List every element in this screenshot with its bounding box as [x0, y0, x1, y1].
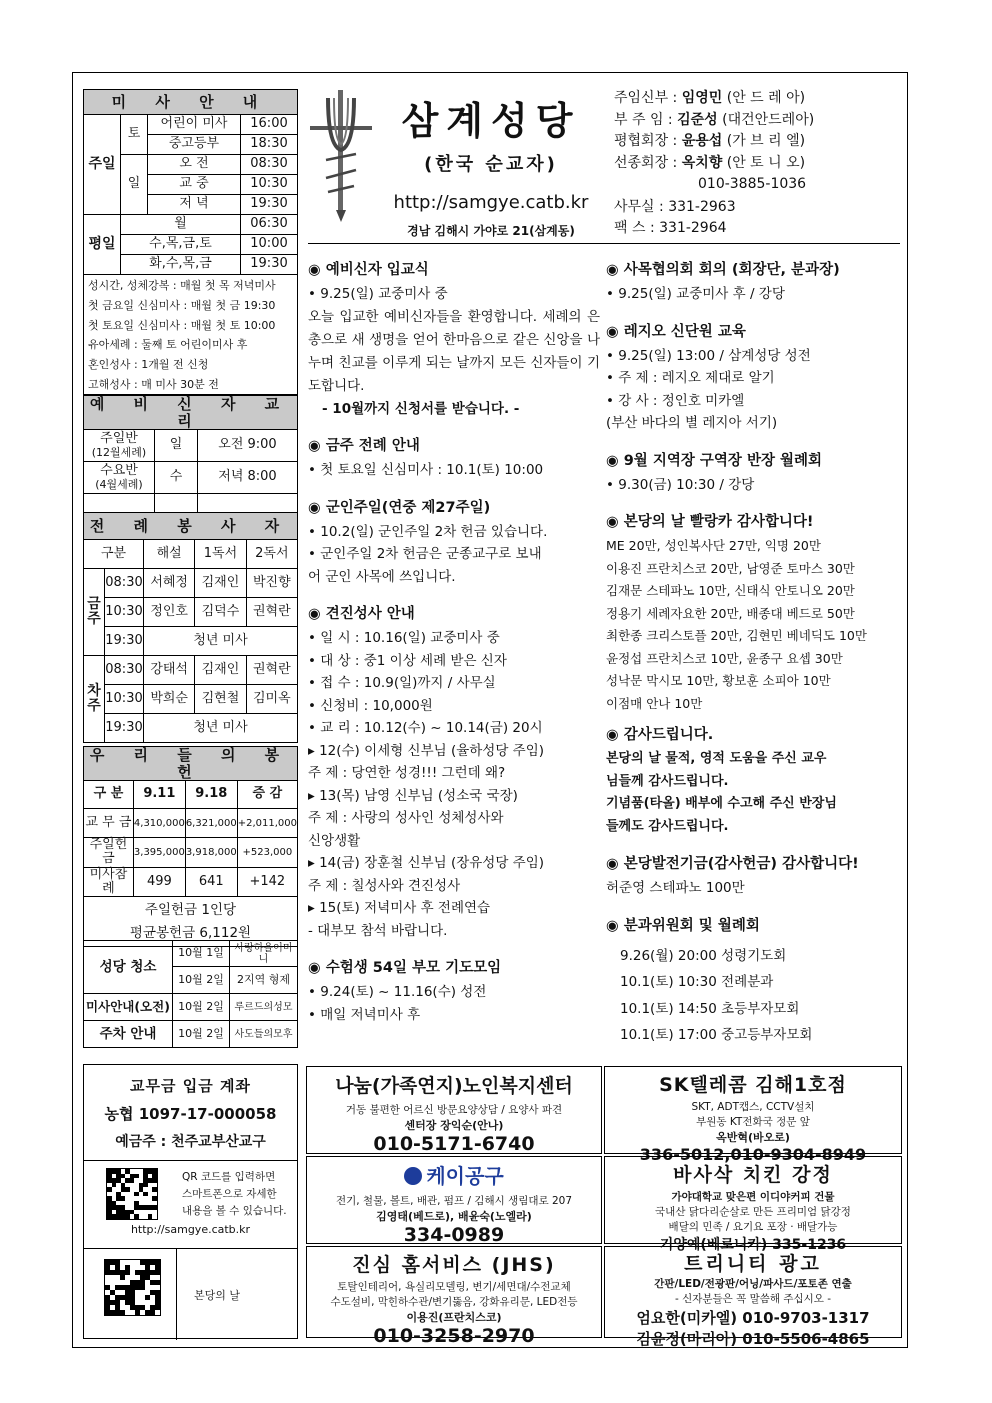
- sunday-day-label: 일: [121, 155, 148, 215]
- qr-code-icon[interactable]: [104, 1259, 161, 1316]
- server-name: 정인호: [144, 598, 195, 627]
- article-line: 윤정섭 프란치스코 10만, 윤종구 요셉 30만: [606, 650, 843, 666]
- staff-name: 윤용섭: [681, 133, 723, 149]
- ad-line: 이용진(프란치스코): [406, 1311, 502, 1324]
- ad-line: 가야대학교 맞은편 이디야커피 건물: [671, 1191, 835, 1203]
- class-label: 수요반: [100, 463, 138, 479]
- account-holder: 예금주 : 천주교부산교구: [115, 1134, 266, 1150]
- mass-name: 수,목,금,토: [121, 235, 241, 255]
- staff-extra: (가 브 리 엘): [726, 133, 806, 149]
- server-time: 19:30: [105, 627, 144, 656]
- parish-name: 삼계성당: [401, 99, 581, 143]
- article-line: 이점매 안나 10만: [606, 695, 703, 711]
- server-name: 김현철: [195, 685, 246, 714]
- qr-module: [140, 1285, 145, 1290]
- staff-list: [614, 88, 904, 240]
- ad-title: SK텔레콤 김해1호점: [659, 1074, 847, 1096]
- ad-line: 토탈인테리어, 욕실리모델링, 변기/세면대/수전교체: [337, 1281, 571, 1293]
- mass-note: 첫 토요일 신심미사 : 매월 첫 토 10:00: [88, 318, 276, 332]
- ad-title: 진심 홈서비스 (JHS): [352, 1254, 556, 1276]
- staff-role: 부 주 임 :: [614, 111, 673, 128]
- article-line: • 교 리 : 10.12(수) ~ 10.14(금) 20시: [308, 720, 543, 736]
- qr-module: [145, 1295, 150, 1300]
- qr-module: [143, 1192, 148, 1197]
- article-title: ◉ 군인주일(연중 제27주일): [308, 499, 491, 516]
- article-title-text: 감사드립니다.: [623, 727, 714, 743]
- article-line: 10.1(토) 14:50 초등부자모회: [620, 1000, 800, 1017]
- qr-module: [121, 1196, 126, 1201]
- article-line: • 군인주일 2차 헌금은 군종교구로 보내: [308, 546, 542, 562]
- mass-name: 화,수,목,금: [121, 255, 241, 275]
- servers-header: 전 례 봉 사 자: [84, 513, 298, 540]
- article-line: • 9.25(일) 13:00 / 삼계성당 성전: [606, 347, 811, 364]
- article-line: 님들께 감사드립니다.: [606, 773, 729, 789]
- qr-module: [125, 1270, 130, 1275]
- server-note: 청년 미사: [144, 627, 298, 656]
- article-line: • 대 상 : 중1 이상 세례 받은 신자: [308, 652, 507, 669]
- article-line: ▸ 13(목) 남영 신부님 (성소국 국장): [308, 787, 518, 804]
- qr-module: [134, 1174, 139, 1179]
- mass-note: 유아세례 : 둘째 토 어린이미사 후: [88, 338, 248, 352]
- qr-text: QR 코드를 입력하면 스마트폰으로 자세한 내용을 볼 수 있습니다.: [182, 1171, 287, 1217]
- offering-cell: 주일헌금: [84, 838, 134, 868]
- class-label: 주일반: [100, 431, 138, 447]
- offering-cell: 6,321,000: [185, 809, 237, 838]
- ad-line: 김영태(베드로), 배윤숙(노엘라): [376, 1210, 532, 1223]
- server-name: 김재인: [195, 656, 246, 685]
- ad-line: 국내산 닭다리순살로 만든 프리미엄 닭강정: [655, 1206, 851, 1218]
- article-title: ◉ 예비신자 입교식: [308, 262, 429, 278]
- servers-col: 1독서: [195, 540, 246, 569]
- ad-nursing-center: [306, 1066, 602, 1154]
- offering-cell: 641: [185, 867, 237, 897]
- article-title-text: 견진성사 안내: [325, 606, 415, 622]
- staff-name: 옥치향: [681, 154, 723, 171]
- qr-module: [125, 1214, 130, 1219]
- duty-date: 10월 2일: [173, 967, 230, 994]
- article-line: • 강 사 : 정인호 미카엘: [606, 392, 745, 409]
- mass-name: 월: [121, 215, 241, 235]
- mass-time: 10:00: [241, 235, 298, 255]
- duty-label: 성당 청소: [84, 941, 173, 994]
- server-name: 박진향: [246, 569, 297, 598]
- ad-jhs: [306, 1246, 602, 1347]
- duty-who: 사랑하올어머니: [230, 941, 298, 967]
- duty-date: 10월 2일: [173, 1021, 230, 1048]
- duty-label: 주차 안내: [84, 1021, 173, 1048]
- ad-title: [307, 1160, 601, 1189]
- mass-time: 18:30: [241, 135, 298, 155]
- server-note: 청년 미사: [144, 714, 298, 743]
- article-line: - 10월까지 신청서를 받습니다. -: [322, 400, 520, 417]
- article-line: 주 제 : 칠성사와 견진성사: [308, 877, 461, 894]
- ad-phone: 010-3258-2970: [373, 1325, 535, 1347]
- ad-line: 수도설비, 막힌하수관/변기뚫음, 강화유리문, LED전등: [330, 1296, 578, 1308]
- left-articles: [308, 258, 600, 1026]
- ad-title: 트리니티 광고: [684, 1253, 822, 1275]
- offering-cell: +142: [237, 867, 297, 897]
- ad-line: 센터장 장익순(안나): [404, 1119, 504, 1132]
- qr-module: [120, 1275, 125, 1280]
- article-line: 본당의 날 물적, 영적 도움을 주신 교우: [606, 751, 827, 766]
- qr-url: http://samgye.catb.kr: [130, 1223, 251, 1236]
- mass-notes: [83, 274, 298, 395]
- article-title: ◉ 9월 지역장 구역장 반장 월례회: [606, 452, 823, 469]
- k-tools-logo-icon: [404, 1167, 422, 1185]
- qr-module: [152, 1187, 157, 1192]
- week-label: 차주: [84, 656, 105, 743]
- server-name: 권혁란: [246, 598, 297, 627]
- qr-module: [152, 1196, 157, 1201]
- duty-label: 미사안내(오전): [84, 994, 173, 1021]
- ad-phone: 336-5012,010-9304-8949: [639, 1145, 867, 1164]
- article-line: 주 제 : 당연한 성경!!! 그런데 왜?: [308, 765, 506, 781]
- article-line: 허준영 스테파노 100만: [606, 880, 745, 896]
- offering-cell: 499: [133, 867, 185, 897]
- staff-extra: (안 드 레 아): [726, 90, 806, 106]
- qr-module: [155, 1270, 160, 1275]
- servers-table: [83, 512, 298, 743]
- week-label: 금주: [84, 569, 105, 656]
- catechumen-table: [83, 395, 298, 522]
- article-title-text: 9월 지역장 구역장 반장 월례회: [623, 452, 823, 469]
- offering-cell: 미사참례: [84, 867, 134, 897]
- qr-module: [107, 1187, 112, 1192]
- article-line: 김재문 스테파노 10만, 신태식 안토니오 20만: [606, 583, 855, 598]
- offering-col: 구 분: [84, 781, 134, 809]
- article-line: (부산 바다의 별 레지아 서기): [606, 415, 778, 431]
- qr-module: [134, 1214, 139, 1219]
- qr-module: [152, 1178, 157, 1183]
- staff-name: 임영민: [681, 90, 723, 106]
- ad-line: 전기, 철물, 볼트, 배관, 펌프 / 김해시 생림대로 207: [335, 1195, 573, 1207]
- catechumen-header: 예 비 신 자 교 리: [84, 396, 298, 430]
- mass-time: 06:30: [241, 215, 298, 235]
- duties-table: [83, 940, 298, 1048]
- class-day: 일: [155, 430, 198, 462]
- ad-phone: 김윤정(마리아) 010-5506-4865: [636, 1330, 870, 1348]
- article-line: 주 제 : 사랑의 성사인 성체성사와: [308, 810, 504, 826]
- qr-module: [112, 1183, 117, 1188]
- mass-time: 08:30: [241, 155, 298, 175]
- offering-cell: 교 무 금: [84, 809, 134, 838]
- ad-line: SKT, ADT캡스, CCTV설치: [691, 1101, 815, 1113]
- offering-cell: 4,310,000: [133, 809, 185, 838]
- article-title-text: 예비신자 입교식: [325, 262, 429, 278]
- parish-address: 경남 김해시 가야로 21(삼계동): [407, 224, 575, 238]
- article-line: • 일 시 : 10.16(일) 교중미사 중: [308, 630, 500, 646]
- article-line: 들께도 감사드립니다.: [606, 818, 729, 834]
- duty-who: 루르드의성모: [230, 994, 298, 1021]
- duty-date: 10월 1일: [173, 941, 230, 967]
- mass-name: 중고등부: [148, 135, 241, 155]
- server-name: 서혜정: [144, 569, 195, 598]
- qr-module: [152, 1205, 157, 1210]
- article-title-text: 금주 전례 안내: [325, 438, 420, 454]
- staff-phone: 010-3885-1036: [698, 176, 807, 192]
- mass-header: 미 사 안 내: [84, 90, 298, 115]
- offering-cell: +523,000: [237, 838, 297, 868]
- class-day: 수: [155, 462, 198, 494]
- ad-title-text: 케이공구: [426, 1164, 504, 1188]
- server-name: 박희순: [144, 685, 195, 714]
- parish-subtitle: (한국 순교자): [424, 154, 558, 175]
- class-time: 오전 9:00: [198, 430, 298, 462]
- ad-phone: 334-0989: [403, 1224, 505, 1246]
- qr-module: [125, 1187, 130, 1192]
- article-line: 성낙문 막시모 10만, 황보훈 소피아 10만: [606, 673, 831, 688]
- qr-module: [120, 1310, 125, 1315]
- article-title: ◉ 본당의 날 빨랑카 감사합니다!: [606, 514, 814, 530]
- mass-time: 19:30: [241, 195, 298, 215]
- ad-k-tools: [306, 1156, 602, 1244]
- article-line: • 첫 토요일 신심미사 : 10.1(토) 10:00: [308, 462, 544, 478]
- article-title-text: 본당발전기금(감사헌금) 감사합니다!: [623, 856, 859, 872]
- saturday-label: 토: [121, 115, 148, 155]
- server-time: 08:30: [105, 656, 144, 685]
- mass-name: 저 녁: [148, 195, 241, 215]
- article-line: 이용진 프란치스코 20만, 남영준 토마스 30만: [606, 560, 855, 576]
- mass-name: 교 중: [148, 175, 241, 195]
- ad-title: 나눔(가족연지)노인복지센터: [335, 1075, 573, 1097]
- article-title-text: 수험생 54일 부모 기도모임: [325, 960, 502, 976]
- qr-module: [135, 1310, 140, 1315]
- mass-time: 10:30: [241, 175, 298, 195]
- article-title: ◉ 감사드립니다.: [606, 727, 714, 743]
- fax-label: 팩 스 :: [614, 220, 655, 236]
- ad-line: 부원동 KT전화국 정문 앞: [696, 1116, 810, 1128]
- server-name: 김덕수: [195, 598, 246, 627]
- qr-code-icon[interactable]: [106, 1168, 158, 1220]
- qr-module: [155, 1305, 160, 1310]
- ad-line: 배달의 민족 / 요기요 포장 · 배달가능: [668, 1221, 838, 1233]
- article-line: ▸ 12(수) 이세형 신부님 (율하성당 주임): [308, 742, 545, 759]
- article-line: ▸ 14(금) 장훈철 신부님 (장유성당 주임): [308, 855, 545, 871]
- ad-phone: 010-5171-6740: [373, 1133, 535, 1155]
- article-title-text: 사목협의회 회의 (회장단, 분과장): [623, 262, 840, 278]
- article-line: ▸ 15(토) 저녁미사 후 전례연습: [308, 900, 491, 916]
- article-line: 신앙생활: [308, 832, 361, 849]
- server-name: 김미옥: [246, 685, 297, 714]
- article-line: 어 군인 사목에 쓰입니다.: [308, 568, 456, 585]
- article-line: • 10.2(일) 군인주일 2차 헌금 있습니다.: [308, 523, 548, 540]
- mass-schedule-table: [83, 89, 298, 275]
- article-title: ◉ 금주 전례 안내: [308, 438, 420, 454]
- server-name: 강태석: [144, 656, 195, 685]
- staff-role: 선종회장 :: [614, 154, 678, 171]
- class-sub: (4월세례): [95, 477, 143, 491]
- article-title: ◉ 사목협의회 회의 (회장단, 분과장): [606, 262, 840, 278]
- account-qr-box: [83, 1064, 298, 1339]
- staff-extra: (대건안드레아): [722, 111, 815, 128]
- ad-trinity: [604, 1246, 902, 1348]
- office-label: 사무실 :: [614, 198, 664, 215]
- article-title: ◉ 본당발전기금(감사헌금) 감사합니다!: [606, 856, 859, 872]
- cross-logo-icon: [308, 88, 374, 228]
- qr-module: [130, 1178, 135, 1183]
- qr-module: [143, 1183, 148, 1188]
- ad-chicken: [604, 1156, 902, 1253]
- qr-module: [150, 1310, 155, 1315]
- mass-note: 성시간, 성체강복 : 매월 첫 목 저녁미사: [88, 279, 276, 292]
- server-name: 김재인: [195, 569, 246, 598]
- duty-date: 10월 2일: [173, 994, 230, 1021]
- article-line: • 9.30(금) 10:30 / 강당: [606, 476, 755, 493]
- servers-col: 해설: [144, 540, 195, 569]
- ad-phone: 기양예(베로니카) 335-1236: [659, 1237, 847, 1253]
- ad-line: - 신자분들은 꼭 말씀해 주십시오 -: [674, 1293, 832, 1305]
- ad-title: 바사삭 치킨 강정: [673, 1164, 833, 1186]
- mass-note: 고해성사 : 매 미사 30분 전: [88, 377, 219, 391]
- offering-header: 우 리 들 의 봉 헌: [84, 747, 298, 781]
- duty-who: 사도들의모후: [230, 1021, 298, 1048]
- ad-phone: 엄요한(미카엘) 010-9703-1317: [636, 1309, 870, 1327]
- ad-line: 간판/LED/전광판/어닝/파사드/포토존 연출: [654, 1278, 852, 1290]
- article-line: - 대부모 참석 바랍니다.: [308, 922, 448, 939]
- staff-role: 주임신부 :: [614, 90, 678, 106]
- right-articles: [606, 258, 904, 1049]
- mass-note: 첫 금요일 신심미사 : 매월 첫 금 19:30: [88, 298, 276, 312]
- parish-url[interactable]: http://samgye.catb.kr: [393, 192, 589, 213]
- server-name: 권혁란: [246, 656, 297, 685]
- mass-note: 혼인성사 : 1개월 전 신청: [88, 358, 209, 372]
- article-line: 9.26(월) 20:00 성령기도회: [620, 947, 787, 964]
- article-line: 최한종 크리스토플 20만, 김현민 베네딕도 10만: [606, 628, 867, 643]
- account-title: 교무금 입금 계좌: [130, 1077, 251, 1095]
- qr-module: [148, 1214, 153, 1219]
- article-line: • 9.25(일) 교중미사 후 / 강당: [606, 286, 785, 302]
- article-para: 오늘 입교한 예비신자들을 환영합니다. 세례의 은총으로 새 생명을 얻어 한마음으로 같은 신앙을 나누며 친교를 이루게 되는 날까지 모든 신자들이 기도합니다.: [308, 308, 600, 394]
- article-line: 기념품(타올) 배부에 수고해 주신 반장님: [606, 796, 837, 811]
- qr-label: 본당의 날: [194, 1289, 241, 1302]
- ad-line: 거동 불편한 어르신 방문요양상담 / 요양사 파견: [345, 1104, 563, 1116]
- article-line: • 접 수 : 10.9(일)까지 / 사무실: [308, 675, 496, 691]
- offering-cell: 3,395,000: [133, 838, 185, 868]
- article-line: ME 20만, 성인복사단 27만, 익명 20만: [606, 538, 821, 553]
- article-title-text: 레지오 신단원 교육: [623, 323, 746, 340]
- offering-col: 9.18: [185, 781, 237, 809]
- article-title: ◉ 견진성사 안내: [308, 606, 415, 622]
- qr-module: [134, 1192, 139, 1197]
- offering-cell: +2,011,000: [237, 809, 297, 838]
- article-line: • 신청비 : 10,000원: [308, 697, 433, 714]
- article-title-text: 분과위원회 및 월례회: [623, 917, 760, 934]
- server-time: 10:30: [105, 685, 144, 714]
- server-time: 10:30: [105, 598, 144, 627]
- mass-time: 16:00: [241, 115, 298, 135]
- offering-avg: 평균봉헌금 6,112원: [129, 924, 252, 941]
- mass-name: 어린이 미사: [148, 115, 241, 135]
- article-line: 10.1(토) 10:30 전례분과: [620, 974, 774, 990]
- fax-phone: 331-2964: [659, 220, 727, 236]
- ad-sk-telecom: [604, 1066, 902, 1164]
- class-time: 저녁 8:00: [198, 462, 298, 494]
- article-line: • 9.25(일) 교중미사 중: [308, 286, 448, 302]
- offering-col: 9.11: [133, 781, 185, 809]
- article-line: 10.1(토) 17:00 중고등부자모회: [620, 1027, 813, 1043]
- servers-col: 구분: [84, 540, 144, 569]
- server-time: 08:30: [105, 569, 144, 598]
- staff-name: 김준성: [677, 111, 718, 128]
- header-divider: [308, 243, 900, 244]
- article-title-text: 군인주일(연중 제27주일): [325, 499, 491, 516]
- article-title: ◉ 수험생 54일 부모 기도모임: [308, 960, 502, 976]
- qr-module: [155, 1280, 160, 1285]
- staff-role: 평협회장 :: [614, 133, 678, 149]
- article-line: 정용기 세례자요한 20만, 배종대 베드로 50만: [606, 605, 855, 621]
- server-time: 19:30: [105, 714, 144, 743]
- article-line: • 주 제 : 레지오 제대로 알기: [606, 370, 775, 386]
- servers-col: 2독서: [246, 540, 297, 569]
- article-title-text: 본당의 날 빨랑카 감사합니다!: [623, 514, 814, 530]
- offering-col: 증 감: [237, 781, 297, 809]
- offering-avg: 주일헌금 1인당: [144, 901, 237, 918]
- offering-cell: 3,918,000: [185, 838, 237, 868]
- account-number: 농협 1097-17-000058: [104, 1105, 277, 1123]
- duty-who: 2지역 형제: [230, 967, 298, 994]
- mass-time: 19:30: [241, 255, 298, 275]
- ad-line: 옥반혁(바오로): [716, 1131, 790, 1144]
- weekday-label: 평일: [84, 215, 121, 275]
- office-phone: 331-2963: [668, 198, 736, 215]
- article-title: ◉ 분과위원회 및 월례회: [606, 917, 760, 934]
- sunday-label: 주일: [84, 115, 121, 215]
- article-title: ◉ 레지오 신단원 교육: [606, 323, 746, 340]
- article-line: • 매일 저녁미사 후: [308, 1006, 421, 1023]
- class-sub: (12월세례): [91, 445, 147, 459]
- article-line: • 9.24(토) ~ 11.16(수) 성전: [308, 984, 487, 1000]
- offering-table: [83, 746, 298, 947]
- mass-name: 오 전: [148, 155, 241, 175]
- staff-extra: (안 토 니 오): [726, 154, 806, 171]
